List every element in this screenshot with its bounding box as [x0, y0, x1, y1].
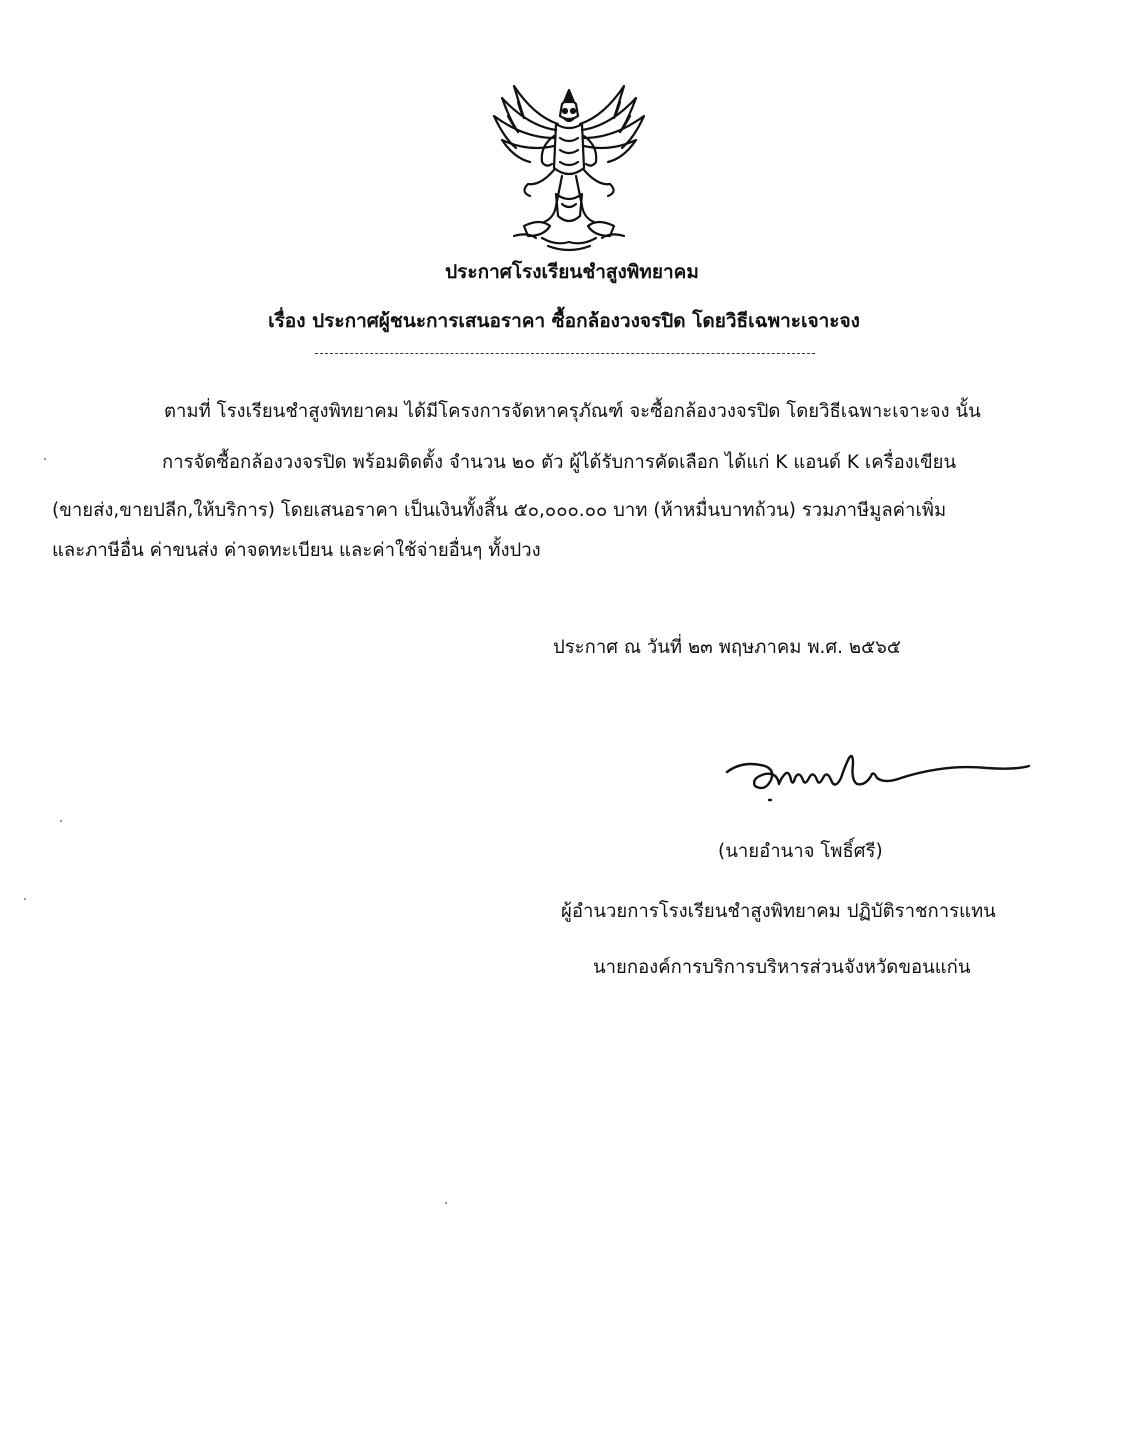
- body-paragraph-line-2: การจัดซื้อกล้องวงจรปิด พร้อมติดตั้ง จำนวน ๒๐ ตัว ผู้ได้รับการคัดเลือก ได้แก่ K แอนด์ K เครื่องเขียน: [162, 452, 957, 473]
- body-paragraph-line-4: และภาษีอื่น ค่าขนส่ง ค่าจดทะเบียน และค่าใช้จ่ายอื่นๆ ทั้งปวง: [52, 540, 541, 561]
- body-paragraph-line-1: ตามที่ โรงเรียนชำสูงพิทยาคม ได้มีโครงการจัดหาครุภัณฑ์ จะซื้อกล้องวงจรปิด โดยวิธีเฉพาะเจาะจง นั้น: [164, 401, 981, 422]
- signatory-position-1: ผู้อำนวยการโรงเรียนชำสูงพิทยาคม ปฏิบัติราชการแทน: [561, 901, 996, 922]
- handwritten-signature: [725, 740, 1040, 810]
- garuda-emblem-icon: [484, 76, 654, 254]
- announcement-subject: เรื่อง ประกาศผู้ชนะการเสนอราคา ซื้อกล้องวงจรปิด โดยวิธีเฉพาะเจาะจง: [268, 310, 860, 332]
- scan-speck: [44, 458, 46, 460]
- body-paragraph-line-3: (ขายส่ง,ขายปลีก,ให้บริการ) โดยเสนอราคา เป็นเงินทั้งสิ้น ๕๐,๐๐๐.๐๐ บาท (ห้าหมื่นบาทถ้วน) รวมภาษีมูลค่าเพิ่ม: [52, 500, 947, 521]
- signatory-name: (นายอำนาจ โพธิ์ศรี): [718, 841, 883, 862]
- announcement-date: ประกาศ ณ วันที่ ๒๓ พฤษภาคม พ.ศ. ๒๕๖๕: [553, 637, 901, 658]
- announcement-title: ประกาศโรงเรียนชำสูงพิทยาคม: [445, 261, 699, 283]
- scan-speck: [445, 1202, 447, 1204]
- scan-speck: [24, 898, 26, 900]
- title-separator: [315, 353, 815, 354]
- scan-speck: [60, 820, 62, 822]
- signatory-position-2: นายกองค์การบริการบริหารส่วนจังหวัดขอนแก่น: [593, 957, 971, 978]
